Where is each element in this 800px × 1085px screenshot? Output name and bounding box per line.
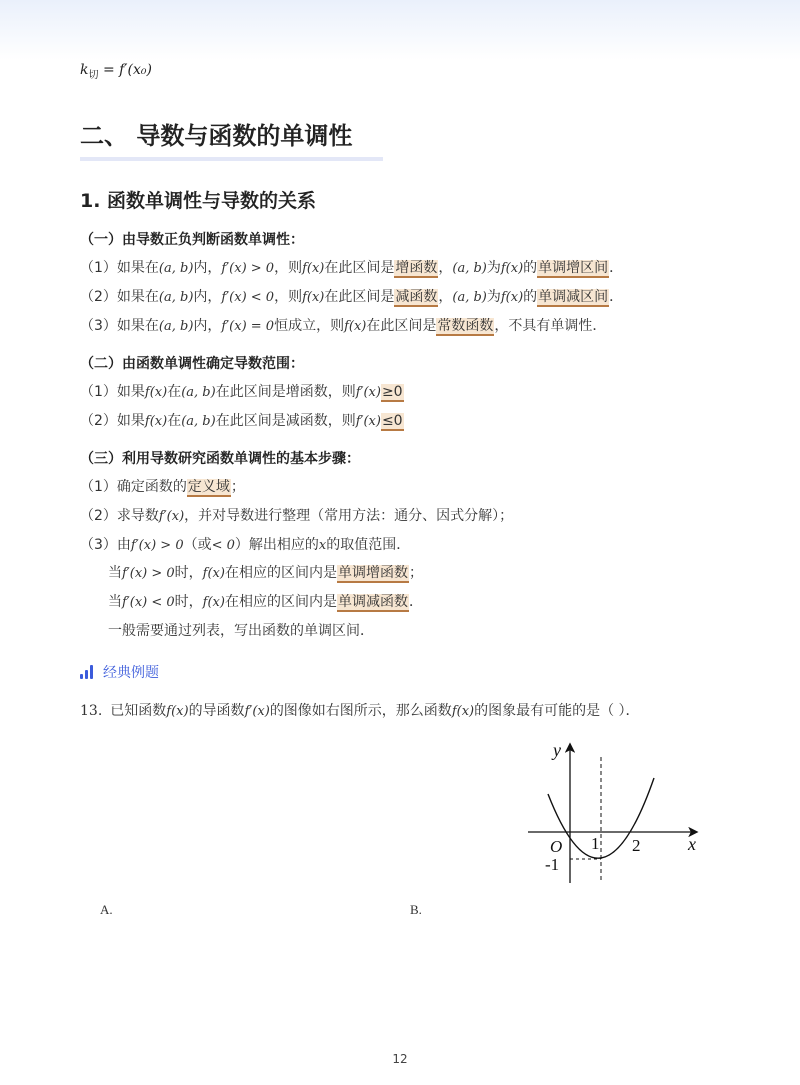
part2-heading: （二）由函数单调性确定导数范围： — [80, 356, 304, 372]
highlight-increasing-interval: 单调增区间 — [538, 260, 609, 276]
section-title: 二、 导数与函数的单调性 — [80, 122, 353, 150]
highlight-decreasing-interval: 单调减区间 — [538, 289, 609, 305]
option-b: B. — [410, 902, 422, 917]
label-neg1: -1 — [545, 855, 560, 874]
derivative-graph — [520, 735, 710, 890]
highlight-decreasing-function: 减函数 — [395, 289, 438, 305]
part1-line2: （2）如果在(a, b)内，f′(x) < 0，则f(x)在此区间是减函数，(a, b)为f(x)的单调减区间． — [80, 289, 624, 305]
part3-line3: （3）由f′(x) > 0（或< 0）解出相应的x的取值范围． — [80, 537, 411, 553]
part2-line1: （1）如果f(x)在(a, b)在此区间是增函数，则f′(x)≥0 — [80, 384, 403, 400]
highlight-decreasing-monotone: 单调减函数 — [337, 594, 408, 610]
highlight-increasing-function: 增函数 — [395, 260, 438, 276]
highlight-domain: 定义域 — [187, 479, 230, 495]
label-one: 1 — [591, 834, 600, 853]
highlight-leq-zero: ≤0 — [381, 413, 403, 429]
highlight-geq-zero: ≥0 — [381, 384, 403, 400]
label-x: x — [688, 834, 696, 854]
tangent-slope-formula: $k_切 = f'(x_0)$ — [80, 62, 152, 81]
option-a: A. — [100, 902, 113, 917]
label-y: y — [553, 740, 561, 760]
question-13: 13. 已知函数f(x)的导函数f′(x)的图像如右图所示，那么函数f(x)的图象最有可能的是（ ）． — [80, 703, 640, 719]
page-number: 12 — [392, 1052, 408, 1066]
part3-line1: （1）确定函数的定义域； — [80, 479, 245, 495]
label-origin: O — [550, 837, 563, 856]
part1-line3: （3）如果在(a, b)内，f′(x) = 0恒成立，则f(x)在此区间是常数函数，不具有单调性． — [80, 318, 607, 334]
part1-heading: （一）由导数正负判断函数单调性： — [80, 232, 304, 248]
part3-line2: （2）求导数f′(x)，并对导数进行整理（常用方法：通分、因式分解）； — [80, 508, 514, 524]
label-two: 2 — [632, 836, 641, 855]
part3-line4: 当f′(x) > 0时，f(x)在相应的区间内是单调增函数； — [108, 565, 423, 581]
part3-line5: 当f′(x) < 0时，f(x)在相应的区间内是单调减函数． — [108, 594, 423, 610]
section-title-underline — [80, 157, 383, 161]
highlight-increasing-monotone: 单调增函数 — [337, 565, 408, 581]
part1-line1: （1）如果在(a, b)内，f′(x) > 0，则f(x)在此区间是增函数，(a, b)为f(x)的单调增区间． — [80, 260, 624, 276]
part3-heading: （三）利用导数研究函数单调性的基本步骤： — [80, 451, 360, 467]
top-band — [0, 0, 800, 60]
bar-chart-icon — [80, 665, 93, 679]
highlight-constant-function: 常数函数 — [437, 318, 494, 334]
example-heading: 经典例题 — [80, 662, 159, 682]
part3-line6: 一般需要通过列表，写出函数的单调区间． — [108, 623, 374, 639]
part2-line2: （2）如果f(x)在(a, b)在此区间是减函数，则f′(x)≤0 — [80, 413, 403, 429]
subsection-title: 1. 函数单调性与导数的关系 — [80, 190, 317, 212]
